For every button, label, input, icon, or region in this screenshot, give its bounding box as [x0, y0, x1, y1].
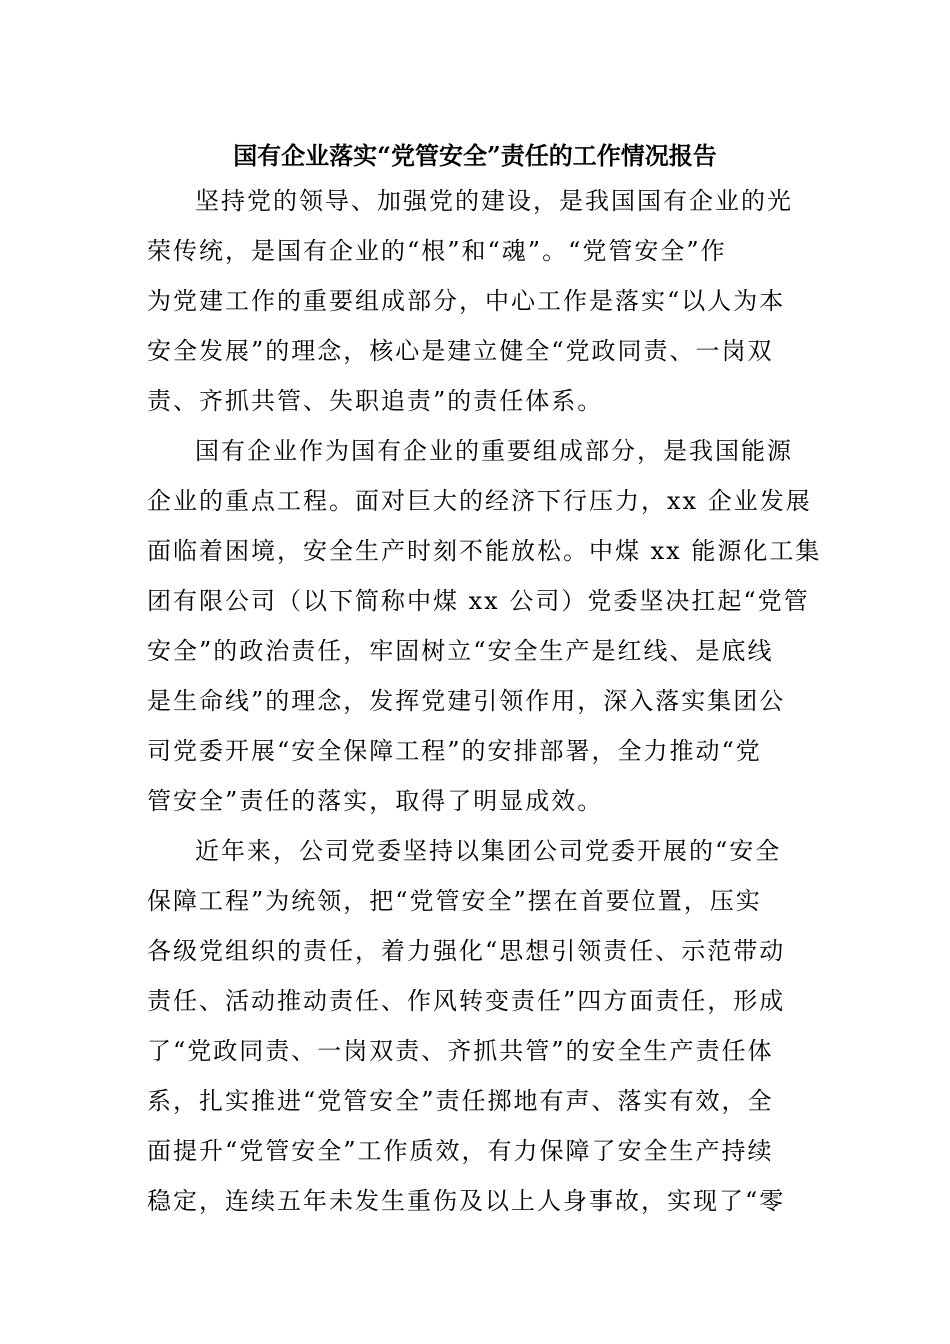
text-line: 管安全”责任的落实，取得了明显成效。: [147, 787, 604, 815]
text-line: 稳定，连续五年未发生重伤及以上人身事故，实现了“零: [147, 1187, 786, 1215]
text-line: 责、齐抓共管、失职追责”的责任体系。: [147, 387, 604, 415]
text-line: 司党委开展“安全保障工程”的安排部署，全力推动“党: [147, 737, 762, 765]
document-title: 国有企业落实“党管安全”责任的工作情况报告: [233, 141, 717, 170]
text-line: 企业的重点工程。面对巨大的经济下行压力，xx 企业发展: [147, 487, 812, 515]
text-line: 面提升“党管安全”工作质效，有力保障了安全生产持续: [147, 1137, 774, 1165]
text-line: 面临着困境，安全生产时刻不能放松。中煤 xx 能源化工集: [147, 537, 822, 565]
text-line: 是生命线”的理念，发挥党建引领作用，深入落实集团公: [147, 687, 786, 715]
text-line: 团有限公司（以下简称中煤 xx 公司）党委坚决扛起“党管: [147, 587, 810, 615]
text-line: 为党建工作的重要组成部分，中心工作是落实“以人为本: [147, 287, 786, 315]
text-line: 各级党组织的责任，着力强化“思想引领责任、示范带动: [147, 937, 786, 965]
text-line: 安全发展”的理念，核心是建立健全“党政同责、一岗双: [147, 337, 774, 365]
text-line: 责任、活动推动责任、作风转变责任”四方面责任，形成: [147, 987, 786, 1015]
text-line: 了“党政同责、一岗双责、齐抓共管”的安全生产责任体: [147, 1037, 774, 1065]
text-line: 国有企业作为国有企业的重要组成部分，是我国能源: [195, 437, 793, 465]
text-line: 荣传统，是国有企业的“根”和“魂”。“党管安全”作: [147, 237, 727, 265]
text-line: 安全”的政治责任，牢固树立“安全生产是红线、是底线: [147, 637, 774, 665]
text-line: 保障工程”为统领，把“党管安全”摆在首要位置，压实: [147, 887, 762, 915]
text-line: 系，扎实推进“党管安全”责任掷地有声、落实有效，全: [147, 1087, 774, 1115]
text-line: 坚持党的领导、加强党的建设，是我国国有企业的光: [195, 187, 793, 215]
text-line: 近年来，公司党委坚持以集团公司党委开展的“安全: [195, 837, 782, 865]
